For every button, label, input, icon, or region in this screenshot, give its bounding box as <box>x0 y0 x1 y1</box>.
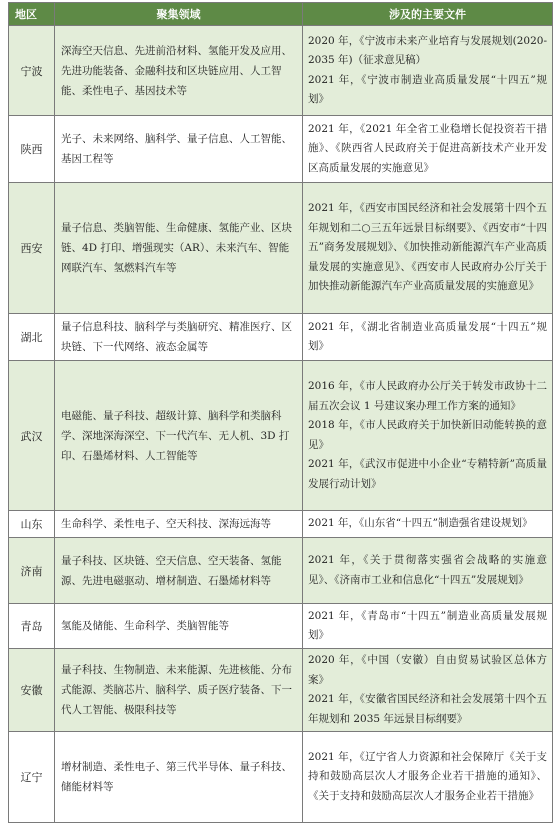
fields-cell: 增材制造、柔性电子、第三代半导体、量子科技、储能材料等 <box>55 732 303 823</box>
table-row <box>9 361 553 511</box>
docs-cell <box>303 26 553 116</box>
table-row <box>9 116 553 183</box>
header-region: 地区 <box>9 3 55 26</box>
doc-entry: 2021 年，《湖北省制造业高质量发展“十四五”规划》 <box>308 320 547 352</box>
doc-entry: 2021 年，《安徽省国民经济和社会发展第十四个五年规划和 2035 年远景目标纲要》 <box>308 693 547 725</box>
header-docs: 涉及的主要文件 <box>303 3 553 26</box>
table-row <box>9 732 553 823</box>
fields-cell: 量子科技、生物制造、未来能源、先进核能、分布式能源、类脑芯片、脑科学、质子医疗装备、下一代人工智能、极限科技等 <box>55 649 303 732</box>
table-row <box>9 26 553 116</box>
header-fields: 聚集领域 <box>55 3 303 26</box>
doc-entry: 2021 年，《2021 年全省工业稳增长促投资若干措施》、《陕西省人民政府关于促进高新技术产业开发区高质量发展的实施意见》 <box>308 122 547 174</box>
docs-cell <box>303 314 553 361</box>
region-cell: 山东 <box>9 511 55 538</box>
region-cell: 宁波 <box>9 26 55 116</box>
doc-entry: 2021 年，《关于贯彻落实强省会战略的实施意见》、《济南市工业和信息化“十四五”发展规划》 <box>308 554 547 586</box>
doc-entry: 2021 年，《西安市国民经济和社会发展第十四个五年规划和二○三五年远景目标纲要》、《西安市“十四五”商务发展规划》、《加快推动新能源汽车产业高质量发展的实施意见》、《西安市人民政府办公厅关于加快推动新能源汽车产业高质量发展的实施意见》 <box>308 202 547 293</box>
docs-cell <box>303 116 553 183</box>
doc-entry: 2016 年，《市人民政府办公厅关于转发市政协十二届五次会议 1 号建议案办理工作方案的通知》 <box>308 380 547 412</box>
docs-cell <box>303 604 553 649</box>
table-row <box>9 183 553 314</box>
region-cell: 陕西 <box>9 116 55 183</box>
fields-cell: 电磁能、量子科技、超级计算、脑科学和类脑科学、深地深海深空、下一代汽车、无人机、3D 打印、石墨烯材料、人工智能等 <box>55 361 303 511</box>
docs-cell <box>303 649 553 732</box>
fields-cell: 光子、未来网络、脑科学、量子信息、人工智能、基因工程等 <box>55 116 303 183</box>
header-row <box>9 3 553 26</box>
doc-entry: 2021 年，《辽宁省人力资源和社会保障厅《关于支持和鼓励高层次人才服务企业若干措施的通知》、《关于支持和鼓励高层次人才服务企业若干措施》 <box>308 750 547 802</box>
region-cell: 青岛 <box>9 604 55 649</box>
table-body <box>9 26 553 823</box>
doc-entry: 2021 年，《宁波市制造业高质量发展“十四五”规划》 <box>308 73 547 105</box>
region-cell: 济南 <box>9 538 55 604</box>
region-cell: 湖北 <box>9 314 55 361</box>
docs-cell <box>303 511 553 538</box>
fields-cell: 生命科学、柔性电子、空天科技、深海远海等 <box>55 511 303 538</box>
docs-cell <box>303 538 553 604</box>
region-cell: 武汉 <box>9 361 55 511</box>
doc-entry: 2021 年，《武汉市促进中小企业“专精特新”高质量发展行动计划》 <box>308 458 547 490</box>
region-cell: 西安 <box>9 183 55 314</box>
table-row <box>9 604 553 649</box>
docs-cell <box>303 732 553 823</box>
industry-policy-table <box>8 2 553 823</box>
doc-entry: 2018 年，《市人民政府关于加快新旧动能转换的意见》 <box>308 419 547 451</box>
fields-cell: 量子信息、类脑智能、生命健康、氢能产业、区块链、4D 打印、增强现实（AR）、未来汽车、智能网联汽车、氢燃料汽车等 <box>55 183 303 314</box>
doc-entry: 2020 年，《中国（安徽）自由贸易试验区总体方案》 <box>308 654 547 686</box>
fields-cell: 量子科技、区块链、空天信息、空天装备、氢能源、先进电磁驱动、增材制造、石墨烯材料等 <box>55 538 303 604</box>
region-cell: 安徽 <box>9 649 55 732</box>
table-header <box>9 3 553 26</box>
region-cell: 辽宁 <box>9 732 55 823</box>
fields-cell: 深海空天信息、先进前沿材料、氢能开发及应用、先进功能装备、金融科技和区块链应用、人工智能、柔性电子、基因技术等 <box>55 26 303 116</box>
fields-cell: 氢能及储能、生命科学、类脑智能等 <box>55 604 303 649</box>
table-row <box>9 511 553 538</box>
doc-entry: 2020 年，《宁波市未来产业培育与发展规划(2020-2035 年)（征求意见稿） <box>308 34 547 66</box>
table-row <box>9 649 553 732</box>
fields-cell: 量子信息科技、脑科学与类脑研究、精准医疗、区块链、下一代网络、液态金属等 <box>55 314 303 361</box>
docs-cell <box>303 183 553 314</box>
doc-entry: 2021 年，《山东省“十四五”制造强省建设规划》 <box>308 517 533 530</box>
doc-entry: 2021 年，《青岛市“十四五”制造业高质量发展规划》 <box>308 609 547 641</box>
table-row <box>9 538 553 604</box>
table-row <box>9 314 553 361</box>
docs-cell <box>303 361 553 511</box>
